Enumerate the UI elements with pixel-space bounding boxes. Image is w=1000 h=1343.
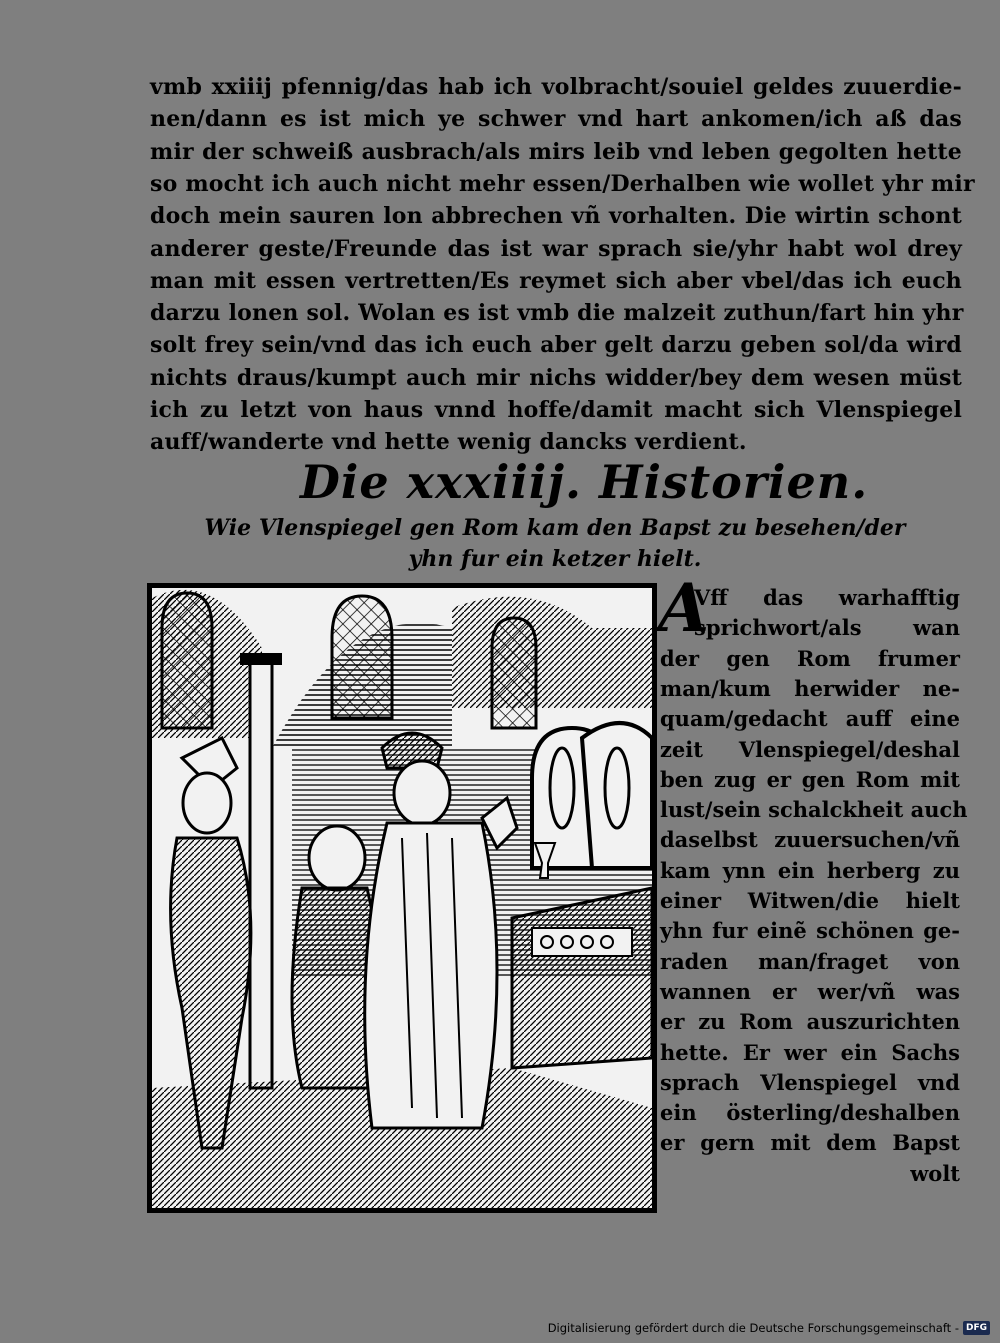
column-text-line: daselbst zuuersuchen/vñ [660,827,960,853]
woodcut-illustration [147,583,657,1213]
body-text-line: man mit essen vertretten/Es reymet sich aber vbel/das ich euch [150,267,962,294]
body-text-line: ich zu letzt von haus vnnd hoffe/damit macht sich Vlenspiegel [150,397,962,423]
body-text-line: so mocht ich auch nicht mehr essen/Derhalben wie wollet yhr mir [150,170,975,197]
column-text-line: sprichwort/als wan [694,615,960,641]
column-text-line: raden man/fraget von [660,948,960,974]
chapter-subheading-line: yhn fur ein ketzer hielt. [408,546,702,572]
body-text-line: nen/dann es ist mich ye schwer vnd hart ankomen/ich aß das [150,106,962,133]
chapter-subheading-line: Wie Vlenspiegel gen Rom kam den Bapst zu besehen/der [204,515,906,541]
column-text-line: lust/sein schalckheit auch [660,797,968,823]
dfg-logo: DFG [963,1321,990,1335]
column-text-line: er zu Rom auszurichten [660,1009,960,1035]
body-text-line: mir der schweiß ausbrach/als mirs leib vnd leben gegolten hette [150,138,962,165]
column-text-line: sprach Vlenspiegel vnd [660,1069,960,1095]
footer-credit: Digitalisierung gefördert durch die Deutsche Forschungsgemeinschaft - [547,1321,959,1335]
column-text-line: Vff das warhafftig [694,585,960,610]
column-text-line: wannen er wer/vñ was [660,978,960,1004]
body-text-line: nichts draus/kumpt auch mir nichs widder/bey dem wesen müst [150,364,962,391]
column-text-line: man/kum herwider ne- [660,675,960,701]
column-text-line: wolt [910,1160,960,1186]
column-text-line: der gen Rom frumer [660,645,960,671]
body-text-line: darzu lonen sol. Wolan es ist vmb die malzeit zuthun/fart hin yhr [150,300,964,327]
column-text-line: quam/gedacht auff eine [660,706,960,732]
column-text-line: yhn fur einẽ schönen ge- [660,918,960,944]
column-text-line: er gern mit dem Bapst [660,1130,960,1156]
body-text-line: vmb xxiiij pfennig/das hab ich volbracht/souiel geldes zuuerdie- [150,74,962,100]
body-text-line: doch mein sauren lon abbrechen vñ vorhalten. Die wirtin schont [150,203,962,230]
drop-cap: A [658,569,710,647]
body-text-line: anderer geste/Freunde das ist war sprach sie/yhr habt wol drey [150,235,962,262]
column-text-line: zeit Vlenspiegel/deshal [660,736,960,762]
body-text-line: auff/wanderte vnd hette wenig dancks verdient. [150,429,747,456]
column-text-line: kam ynn ein herberg zu [660,857,960,883]
column-text-line: hette. Er wer ein Sachs [660,1039,960,1065]
column-text-line: ein österling/deshalben [660,1100,960,1126]
chapter-heading: Die xxxiiij. Historien. [300,455,869,509]
body-text-line: solt frey sein/vnd das ich euch aber gelt darzu geben sol/da wird [150,332,962,359]
footer [547,1318,990,1338]
column-text-line: ben zug er gen Rom mit [660,766,960,792]
column-text-line: einer Witwen/die hielt [660,888,960,913]
